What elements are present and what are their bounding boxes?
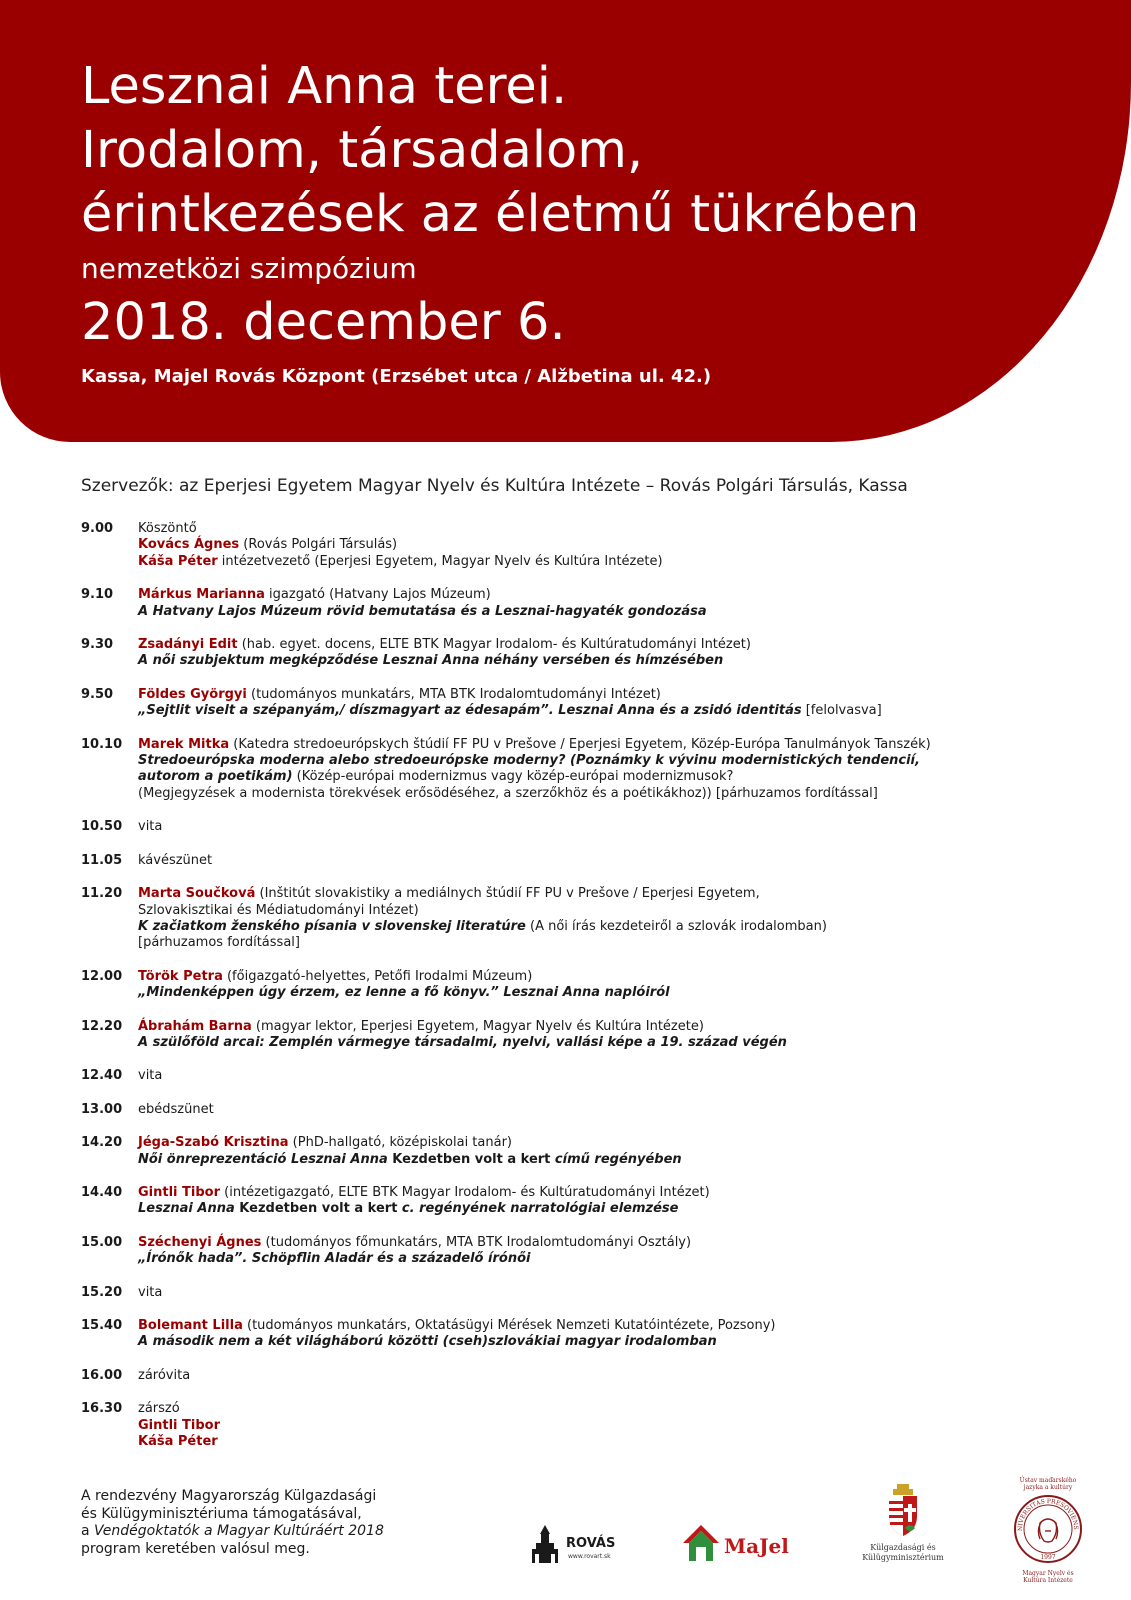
talk-title: A női szubjektum megképződése Lesznai Anna néhány versében és hímzésében	[138, 653, 724, 669]
slot-text: zárszó	[138, 1401, 180, 1417]
event-date: 2018. december 6.	[81, 293, 566, 352]
slot-body	[138, 1318, 1091, 1351]
slot-body	[138, 521, 1091, 570]
slot-line	[138, 1235, 1091, 1251]
slot-text: (PhD-hallgató, középiskolai tanár)	[288, 1135, 512, 1151]
program-slot	[81, 1185, 1091, 1218]
program-slot	[81, 1285, 1091, 1301]
slot-time: 14.20	[81, 1135, 123, 1151]
footer-text-segment: A rendezvény Magyarország Külgazdasági	[81, 1488, 377, 1504]
slot-time: 9.30	[81, 637, 114, 653]
footer-line	[81, 1506, 384, 1524]
slot-line	[138, 554, 1091, 570]
slot-body	[138, 1235, 1091, 1268]
subtitle: nemzetközi szimpózium	[81, 252, 417, 285]
slot-time: 16.30	[81, 1401, 123, 1417]
slot-text: (A női írás kezdeteiről a szlovák irodalomban)	[525, 918, 827, 934]
slot-time: 9.50	[81, 686, 114, 702]
slot-text: [felolvasva]	[801, 703, 882, 719]
slot-time: 11.05	[81, 852, 123, 868]
slot-line	[138, 969, 1091, 985]
slot-line	[138, 1019, 1091, 1035]
speaker-name: Marta Součková	[138, 886, 256, 902]
slot-text: (főigazgató-helyettes, Petőfi Irodalmi Múzeum)	[222, 968, 533, 984]
univ-bottom-line-2: Kultúra Intézete	[1023, 1577, 1073, 1584]
talk-title: autorom a poetikám)	[138, 769, 293, 785]
rovas-emblem-icon	[530, 1525, 630, 1567]
title-line-3: érintkezések az életmű tükrében	[81, 185, 920, 244]
slot-time: 12.20	[81, 1018, 123, 1034]
slot-text: ebédszünet	[138, 1101, 214, 1117]
talk-title: A szülőföld arcai: Zemplén vármegye társadalmi, nyelvi, vallási képe a 19. század végén	[138, 1034, 787, 1050]
speaker-name: Marek Mitka	[138, 736, 230, 752]
slot-body	[138, 1401, 1091, 1450]
program-slot	[81, 886, 1091, 952]
slot-text: (tudományos főmunkatárs, MTA BTK Irodalomtudományi Osztály)	[261, 1234, 692, 1250]
slot-line	[138, 1068, 1091, 1084]
slot-line	[138, 1368, 1091, 1384]
program-slot	[81, 1102, 1091, 1118]
slot-line	[138, 1251, 1091, 1267]
ministry-logo-line-2: Külügyminisztérium	[862, 1553, 944, 1562]
header-content	[81, 55, 919, 389]
talk-title: Stredoeurópska moderna alebo stredoeurópske moderny? (Poznámky k vývinu modernistických tendencií,	[138, 753, 920, 769]
slot-text: (Megjegyzések a modernista törekvések erősödéséhez, a szerzőkhöz és a poétikákhoz)) [párhuzamos fordítással]	[138, 785, 878, 801]
slot-time: 15.40	[81, 1318, 123, 1333]
title-line-1: Lesznai Anna terei.	[81, 57, 568, 116]
slot-line	[138, 687, 1091, 703]
program-slot	[81, 737, 1091, 803]
slot-line	[138, 1418, 1091, 1434]
speaker-name: Gintli Tibor	[138, 1417, 221, 1433]
slot-line	[138, 587, 1091, 603]
title-line-2: Irodalom, társadalom,	[81, 121, 644, 180]
talk-title: c. regényének narratológiai elemzése	[397, 1201, 679, 1217]
slot-body	[138, 587, 1091, 620]
svg-text:UNIVERSITAS PRESOVIENSIS	[1012, 1493, 1079, 1531]
slot-text: (magyar lektor, Eperjesi Egyetem, Magyar Nyelv és Kultúra Intézete)	[251, 1018, 704, 1034]
program-name: Vendégoktatók a Magyar Kultúráért 2018	[94, 1523, 384, 1539]
speaker-name: Márkus Marianna	[138, 587, 265, 603]
univ-bottom-line-1: Magyar Nyelv és	[1022, 1570, 1074, 1577]
slot-line	[138, 1434, 1091, 1450]
slot-time: 13.00	[81, 1101, 123, 1117]
event-venue: Kassa, Majel Rovás Központ (Erzsébet utca / Alžbetina ul. 42.)	[81, 366, 712, 387]
slot-text: vita	[138, 1068, 163, 1084]
slot-text: (intézetigazgató, ELTE BTK Magyar Irodalom- és Kultúratudományi Intézet)	[220, 1184, 710, 1200]
university-seal-icon	[1012, 1493, 1084, 1565]
slot-body	[138, 637, 1091, 670]
slot-time: 9.00	[81, 521, 114, 536]
program-slot	[81, 1318, 1091, 1351]
slot-text: kávészünet	[138, 852, 213, 868]
slot-body	[138, 737, 1091, 803]
slot-body	[138, 853, 1091, 869]
talk-title: Női önreprezentáció Lesznai Anna	[138, 1151, 393, 1167]
slot-time: 15.20	[81, 1284, 123, 1300]
slot-text: (hab. egyet. docens, ELTE BTK Magyar Irodalom- és Kultúratudományi Intézet)	[237, 637, 751, 653]
program-slot	[81, 1019, 1091, 1052]
talk-title: Kezdetben volt a kert	[392, 1151, 551, 1167]
slot-text: (tudományos munkatárs, Oktatásügyi Mérések Nemzeti Kutatóintézete, Pozsony)	[242, 1318, 776, 1333]
slot-body	[138, 1019, 1091, 1052]
footer-line	[81, 1523, 384, 1541]
speaker-name: Gintli Tibor	[138, 1184, 221, 1200]
program-slot	[81, 587, 1091, 620]
talk-title: Lesznai Anna	[138, 1201, 240, 1217]
slot-line	[138, 935, 1091, 951]
slot-line	[138, 886, 1091, 902]
speaker-name: Kovács Ágnes	[138, 537, 240, 553]
speaker-name: Zsadányi Edit	[138, 637, 238, 653]
speaker-name: Széchenyi Ágnes	[138, 1234, 262, 1250]
slot-text: (Közép-európai modernizmus vagy közép-európai modernizmusok?	[292, 769, 734, 785]
slot-text: igazgató (Hatvany Lajos Múzeum)	[264, 587, 491, 603]
univ-top-line-1: Ústav maďarského	[1019, 1477, 1077, 1484]
slot-body	[138, 1102, 1091, 1118]
talk-title: K začiatkom ženského písania v slovenskej literatúre	[138, 918, 526, 934]
slot-line	[138, 1201, 1091, 1217]
coat-of-arms-icon	[883, 1482, 923, 1538]
slot-body	[138, 1185, 1091, 1218]
univ-top-line-2: jazyka a kultúry	[1023, 1484, 1073, 1491]
talk-title: „Írónők hada”. Schöpflin Aladár és a századelő írónői	[138, 1251, 531, 1267]
slot-body	[138, 819, 1091, 835]
slot-time: 9.10	[81, 587, 114, 603]
slot-text: intézetvezető (Eperjesi Egyetem, Magyar Nyelv és Kultúra Intézete)	[217, 553, 663, 569]
program-slot	[81, 853, 1091, 869]
rovas-logo-name: ROVÁS	[566, 1536, 616, 1551]
slot-body	[138, 1068, 1091, 1084]
univ-seal-year: 1997	[1040, 1554, 1056, 1561]
slot-text: (Inštitút slovakistiky a mediálnych štúdií FF PU v Prešove / Eperjesi Egyetem,	[255, 886, 760, 902]
footer-text-segment: program keretében valósul meg.	[81, 1540, 310, 1557]
slot-body	[138, 687, 1091, 720]
slot-time: 11.20	[81, 886, 123, 902]
slot-line	[138, 753, 1091, 769]
footer-line	[81, 1488, 384, 1506]
footer-support-text	[81, 1488, 384, 1558]
ministry-logo	[848, 1482, 958, 1582]
slot-line	[138, 737, 1091, 753]
program-slot	[81, 521, 1091, 570]
slot-text: Szlovakisztikai és Médiatudományi Intézet)	[138, 902, 419, 918]
slot-line	[138, 786, 1091, 802]
slot-time: 12.00	[81, 968, 123, 984]
slot-time: 10.50	[81, 819, 123, 835]
slot-text: [párhuzamos fordítással]	[138, 935, 300, 951]
talk-title: című regényében	[550, 1151, 682, 1167]
speaker-name: Török Petra	[138, 968, 223, 984]
slot-time: 16.00	[81, 1367, 123, 1383]
speaker-name: Jéga-Szabó Krisztina	[138, 1135, 289, 1151]
header-banner	[0, 0, 1131, 442]
slot-line	[138, 769, 1091, 785]
slot-body	[138, 886, 1091, 952]
speaker-name: Ábrahám Barna	[138, 1018, 252, 1034]
majel-logo-name: MaJel	[724, 1534, 789, 1558]
slot-line	[138, 919, 1091, 935]
house-icon	[682, 1523, 792, 1565]
slot-body	[138, 1135, 1091, 1168]
slot-line	[138, 604, 1091, 620]
slot-text: vita	[138, 1284, 163, 1300]
program-slot	[81, 1401, 1091, 1450]
organizers: Szervezők: az Eperjesi Egyetem Magyar Nyelv és Kultúra Intézete – Rovás Polgári Társulás, Kassa	[81, 476, 908, 496]
slot-line	[138, 1285, 1091, 1301]
slot-line	[138, 1318, 1091, 1334]
program-slot	[81, 637, 1091, 670]
slot-time: 14.40	[81, 1184, 123, 1200]
program-slot	[81, 1235, 1091, 1268]
slot-text: vita	[138, 819, 163, 835]
talk-title: „Mindenképpen úgy érzem, ez lenne a fő könyv.” Lesznai Anna naplóiról	[138, 985, 670, 1001]
program-slot	[81, 819, 1091, 835]
slot-text: záróvita	[138, 1367, 191, 1383]
slot-line	[138, 521, 1091, 537]
slot-line	[138, 1185, 1091, 1201]
program-slot	[81, 1135, 1091, 1168]
slot-time: 10.10	[81, 736, 123, 752]
slot-line	[138, 1135, 1091, 1151]
slot-time: 15.00	[81, 1234, 123, 1250]
slot-body	[138, 969, 1091, 1002]
footer-text-segment: és Külügyminisztériuma támogatásával,	[81, 1505, 362, 1522]
slot-line	[138, 1401, 1091, 1417]
speaker-name: Káša Péter	[138, 553, 218, 569]
slot-line	[138, 1102, 1091, 1118]
slot-line	[138, 537, 1091, 553]
program-slot	[81, 1368, 1091, 1384]
footer-text-segment: a	[81, 1523, 95, 1539]
slot-body	[138, 1285, 1091, 1301]
slot-line	[138, 653, 1091, 669]
ministry-logo-line-1: Külgazdasági és	[870, 1543, 936, 1552]
talk-title: „Sejtlit viselt a szépanyám,/ díszmagyart az édesapám”. Lesznai Anna és a zsidó identitás	[138, 703, 802, 719]
program-slot	[81, 1068, 1091, 1084]
slot-line	[138, 703, 1091, 719]
footer-line	[81, 1541, 384, 1559]
slot-line	[138, 819, 1091, 835]
program-list	[81, 521, 1091, 1450]
slot-line	[138, 1334, 1091, 1350]
slot-line	[138, 637, 1091, 653]
speaker-name: Földes Györgyi	[138, 686, 247, 702]
slot-line	[138, 903, 1091, 919]
slot-line	[138, 1152, 1091, 1168]
program-slot	[81, 687, 1091, 720]
slot-line	[138, 853, 1091, 869]
program-slot	[81, 969, 1091, 1002]
slot-time: 12.40	[81, 1068, 123, 1084]
rovas-logo	[530, 1525, 630, 1567]
speaker-name: Bolemant Lilla	[138, 1318, 243, 1333]
slot-body	[138, 1368, 1091, 1384]
slot-line	[138, 1035, 1091, 1051]
majel-logo	[682, 1523, 792, 1565]
talk-title: Kezdetben volt a kert	[239, 1201, 398, 1217]
univ-seal-ring: NIVERSITAS PRESOVIENS	[1016, 1497, 1080, 1532]
talk-title: A második nem a két világháború közötti (cseh)szlovákiai magyar irodalomban	[138, 1334, 717, 1350]
slot-text: Köszöntő	[138, 521, 197, 536]
speaker-name: Káša Péter	[138, 1434, 218, 1450]
rovas-logo-url: www.rovart.sk	[568, 1553, 611, 1560]
slot-text: (Rovás Polgári Társulás)	[239, 537, 398, 553]
slot-text: (tudományos munkatárs, MTA BTK Irodalomtudományi Intézet)	[246, 686, 661, 702]
slot-line	[138, 985, 1091, 1001]
slot-text: (Katedra stredoeurópskych štúdií FF PU v Prešove / Eperjesi Egyetem, Közép-Európa Tanulmányok Tanszék)	[229, 736, 931, 752]
talk-title: A Hatvany Lajos Múzeum rövid bemutatása és a Lesznai-hagyaték gondozása	[138, 603, 707, 619]
university-institute-logo	[1008, 1477, 1088, 1589]
